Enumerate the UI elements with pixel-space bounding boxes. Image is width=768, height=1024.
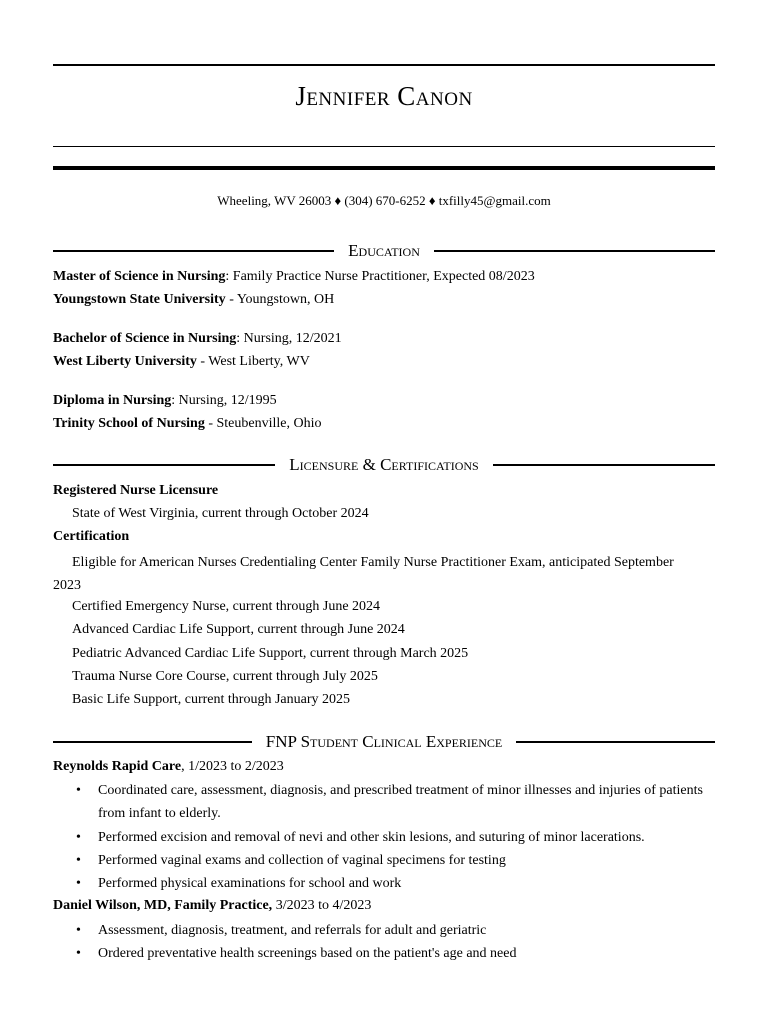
education-heading (53, 240, 715, 262)
bullet-icon: • (76, 830, 81, 845)
top-rule (53, 64, 715, 66)
candidate-name: Jennifer Canon (295, 81, 473, 111)
school-name: Trinity School of Nursing (53, 416, 205, 431)
degree-name: Bachelor of Science in Nursing (53, 331, 237, 346)
section-title: FNP Student Clinical Experience (265, 732, 503, 751)
certification-item: Trauma Nurse Core Course, current through July 2025 (72, 669, 378, 684)
certification-heading-text: Certification (53, 529, 130, 544)
job-bullet (76, 919, 712, 942)
education-school-line (53, 352, 715, 372)
job-header (53, 896, 715, 916)
bullet-text: Performed vaginal exams and collection of vaginal specimens for testing (98, 853, 506, 868)
education-degree-line (53, 267, 715, 287)
license-item: State of West Virginia, current through October 2024 (72, 506, 369, 521)
degree-detail: : Nursing, 12/1995 (171, 393, 277, 408)
job-bullet (76, 779, 712, 825)
certification-item: Advanced Cardiac Life Support, current through June 2024 (72, 622, 405, 637)
job-header (53, 757, 715, 777)
bullet-icon: • (76, 876, 81, 891)
bullet-text: Assessment, diagnosis, treatment, and referrals for adult and geriatric (98, 923, 487, 938)
education-degree-line (53, 329, 715, 349)
school-location: - Steubenville, Ohio (204, 416, 322, 431)
certification-item: Pediatric Advanced Cardiac Life Support, current through March 2025 (72, 646, 469, 661)
license-heading (53, 481, 715, 501)
certification-item: Eligible for American Nurses Credentialing Center Family Nurse Practitioner Exam, anticipated September 2023 (53, 555, 674, 593)
degree-detail: : Nursing, 12/2021 (236, 331, 342, 346)
certification-item: Basic Life Support, current through January 2025 (72, 692, 350, 707)
bullet-text: Coordinated care, assessment, diagnosis, and prescribed treatment of minor illnesses and injuries of patients from infant to elderly. (98, 783, 703, 821)
school-name: Youngstown State University (53, 292, 226, 307)
heading-rule-left (53, 464, 275, 466)
job-bullet (76, 872, 712, 895)
heading-rule-left (53, 250, 334, 252)
section-title: Licensure & Certifications (289, 455, 479, 474)
bullet-icon: • (76, 923, 81, 938)
contact-line: Wheeling, WV 26003 ♦ (304) 670-6252 ♦ txfilly45@gmail.com (217, 193, 551, 208)
education-school-line (53, 414, 715, 434)
education-school-line (53, 290, 715, 310)
school-name: West Liberty University (53, 354, 197, 369)
employer-name: Daniel Wilson, MD, Family Practice, (53, 898, 273, 913)
bullet-text: Ordered preventative health screenings based on the patient's age and need (98, 946, 517, 961)
section-title: Education (348, 241, 420, 260)
certification-item: Certified Emergency Nurse, current through June 2024 (72, 599, 381, 614)
job-dates: 3/2023 to 4/2023 (272, 898, 372, 913)
employer-name: Reynolds Rapid Care (53, 759, 182, 774)
school-location: - West Liberty, WV (196, 354, 310, 369)
license-heading-text: Registered Nurse Licensure (53, 483, 219, 498)
heading-rule-left (53, 741, 252, 743)
degree-name: Diploma in Nursing (53, 393, 172, 408)
job-bullet (76, 826, 712, 849)
job-bullet (76, 942, 712, 965)
licensure-heading (53, 454, 715, 476)
education-degree-line (53, 391, 715, 411)
job-dates: , 1/2023 to 2/2023 (181, 759, 284, 774)
heading-rule-right (516, 741, 715, 743)
degree-name: Master of Science in Nursing (53, 269, 226, 284)
bullet-icon: • (76, 946, 81, 961)
bullet-text: Performed excision and removal of nevi and other skin lesions, and suturing of minor lacerations. (98, 830, 645, 845)
job-bullet (76, 849, 712, 872)
certification-heading (53, 527, 715, 547)
heading-rule-right (493, 464, 715, 466)
bullet-text: Performed physical examinations for school and work (98, 876, 402, 891)
degree-detail: : Family Practice Nurse Practitioner, Expected 08/2023 (225, 269, 535, 284)
name-underline-thick (53, 166, 715, 170)
name-underline-thin (53, 146, 715, 147)
bullet-icon: • (76, 783, 81, 798)
heading-rule-right (434, 250, 715, 252)
experience-heading (53, 731, 715, 753)
school-location: - Youngstown, OH (225, 292, 335, 307)
bullet-icon: • (76, 853, 81, 868)
